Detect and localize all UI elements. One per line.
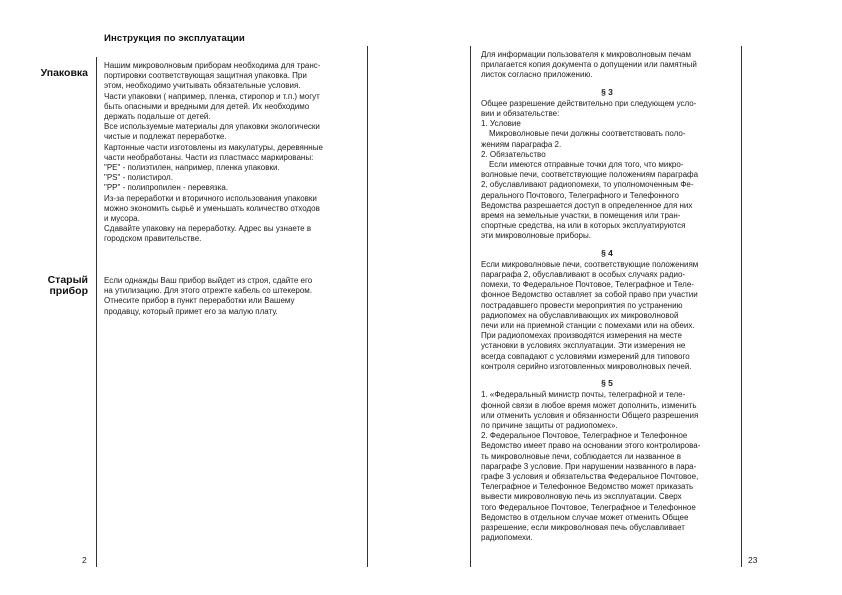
center-rule-left [367, 46, 368, 567]
text-line: дерального Почтового, Телеграфного и Телефонного [481, 190, 679, 200]
heading-packaging: Упаковка [40, 67, 88, 79]
heading-line: Старый [47, 274, 88, 286]
text-line: 1. «Федеральный министр почты, телеграфной и теле- [481, 390, 686, 400]
text-line: прилагается копия документа о допущении или памятный [481, 60, 697, 70]
text-line: "PP" - полипропилен - перевязка. [104, 183, 229, 193]
text-line: Отнесите прибор в пункт переработки или Вашему [104, 296, 295, 306]
packaging-text [104, 61, 357, 245]
old-appliance-text [104, 276, 357, 317]
text-line: помехи, то Федеральное Почтовое, Телеграфное и Теле- [481, 280, 694, 290]
text-line: время на земельные участки, в помещения или тран- [481, 211, 681, 221]
text-line: Для информации пользователя к микроволновым печам [481, 50, 691, 59]
right-page-text [481, 50, 733, 543]
text-line: по причине защиты от радиопомех». [481, 420, 618, 430]
text-line: пострадавшего провести мероприятия по устранению [481, 300, 683, 310]
text-line: графе 3 условия и обязательства Федеральное Почтовое, [481, 471, 699, 481]
text-line: Общее разрешение действительно при следующем усло- [481, 98, 697, 108]
text-line: ть микроволновые печи, соблюдается ли названное в [481, 451, 681, 461]
text-line: того Федеральное Почтовое, Телеграфное и Телефонное [481, 502, 696, 512]
text-line: "PE" - полиэтилен, например, пленка упаковки. [104, 163, 280, 173]
text-line: Если имеются отправные точки для того, что микро- [489, 160, 684, 170]
text-line: Если микроволновые печи, соответствующие положениям [481, 259, 699, 269]
text-line: городском правительстве. [104, 234, 202, 244]
text-line: на утилизацию. Для этого отрежте кабель со штекером. [104, 286, 313, 296]
text-line: печи или на приемной станции с помехами или на обеих. [481, 321, 695, 331]
text-line: спортные средства, на или в которых эксплуатируются [481, 221, 686, 231]
text-line: или отменить условия и обязанности Общего разрешения [481, 410, 699, 420]
text-line: Картонные части изготовлены из макулатуры, деревянные [104, 142, 323, 152]
text-line: портировки соответствующая защитная упаковка. При [104, 71, 307, 81]
text-line: всегда совпадают с условиями измерений для типового [481, 351, 690, 361]
text-line: вывести микроволновую печь из эксплуатации. Сверх [481, 492, 682, 502]
text-line: листок согласно приложению. [481, 70, 593, 80]
text-line: радиопомех на обуславливающих их микроволновой [481, 310, 679, 320]
text-line: 2, обуславливают радиопомехи, то уполномоченным Фе- [481, 180, 694, 190]
text-line: фонное Ведомство оставляет за собой право при участии [481, 290, 698, 300]
text-line: быть опасными и вредными для детей. Их необходимо [104, 101, 310, 111]
text-line: радиопомехи. [481, 533, 533, 543]
section-title: § 5 [601, 378, 613, 389]
text-line: волновые печи, соответствующие положениям параграфа [481, 170, 699, 180]
text-line: Нашим микроволновым приборам необходима для транс- [104, 61, 321, 70]
text-line: этом, необходимо учитывать обязательные условия. [104, 81, 301, 91]
heading-old-appliance [2, 275, 88, 297]
text-line: 1. Условие [481, 119, 521, 129]
section-title: § 4 [601, 247, 613, 258]
text-line: Из-за переработки и вторичного использования упаковки [104, 193, 317, 203]
text-line: Ведомство в отдельном случае может отменить Общее [481, 512, 689, 522]
text-line: эти микроволновые приборы. [481, 231, 591, 241]
text-line: При радиопомехах производятся измерения на месте [481, 331, 682, 341]
left-margin-rule [96, 57, 97, 567]
page-number-right: 23 [748, 555, 758, 565]
text-line: Телеграфное и Телефонное Ведомство может приказать [481, 482, 694, 492]
text-line: Ведомства разрешается доступ в определенное для них [481, 200, 693, 210]
text-line: чистые и подлежат переработке. [104, 132, 227, 142]
text-line: "PS" - полистирол. [104, 173, 173, 183]
text-line: Все используемые материалы для упаковки экологически [104, 122, 320, 132]
text-line: вии и обязательстве: [481, 109, 560, 119]
text-line: контроля серийно изготовленных микроволновых печей. [481, 361, 692, 371]
text-line: Сдавайте упаковку на переработку. Адрес вы узнаете в [104, 224, 312, 234]
text-line: Ведомство имеет право на основании этого контролирова- [481, 441, 701, 451]
text-line: параграфе 3 условие. При нарушении названного в пара- [481, 461, 697, 471]
text-line: жениям параграфа 2. [481, 139, 562, 149]
text-line: разрешение, если микроволновая печь обуславливает [481, 522, 685, 532]
text-line: фонной связи в любое время может дополнить, изменить [481, 400, 697, 410]
text-line: Если однажды Ваш прибор выйдет из строя, сдайте его [104, 276, 313, 285]
text-line: можно экономить сырьё и уменьшать количество отходов [104, 203, 320, 213]
text-line: 2. Обязательство [481, 149, 546, 159]
text-line: продавцу, который примет его за малую плату. [104, 306, 278, 316]
text-line: Части упаковки ( например, пленка, стиропор и т.п.) могут [104, 91, 320, 101]
heading-line: прибор [49, 285, 88, 297]
section-title: § 3 [601, 86, 613, 97]
text-line: части необработаны. Части из пластмасс маркированы: [104, 152, 314, 162]
text-line: параграфа 2, обуславливают в особых случаях радио- [481, 270, 686, 280]
text-line: держать подальше от детей. [104, 112, 211, 122]
text-line: 2. Федеральное Почтовое, Телеграфное и Телефонное [481, 431, 688, 441]
right-margin-rule [741, 46, 742, 567]
page-title: Инструкция по эксплуатации [104, 33, 245, 44]
page-number-left: 2 [82, 555, 87, 565]
text-line: Микроволновые печи должны соответствовать поло- [489, 129, 686, 139]
text-line: установки в условиях эксплуатации. Эти измерения не [481, 341, 686, 351]
text-line: и мусора. [104, 214, 140, 224]
center-rule-right [470, 46, 471, 567]
